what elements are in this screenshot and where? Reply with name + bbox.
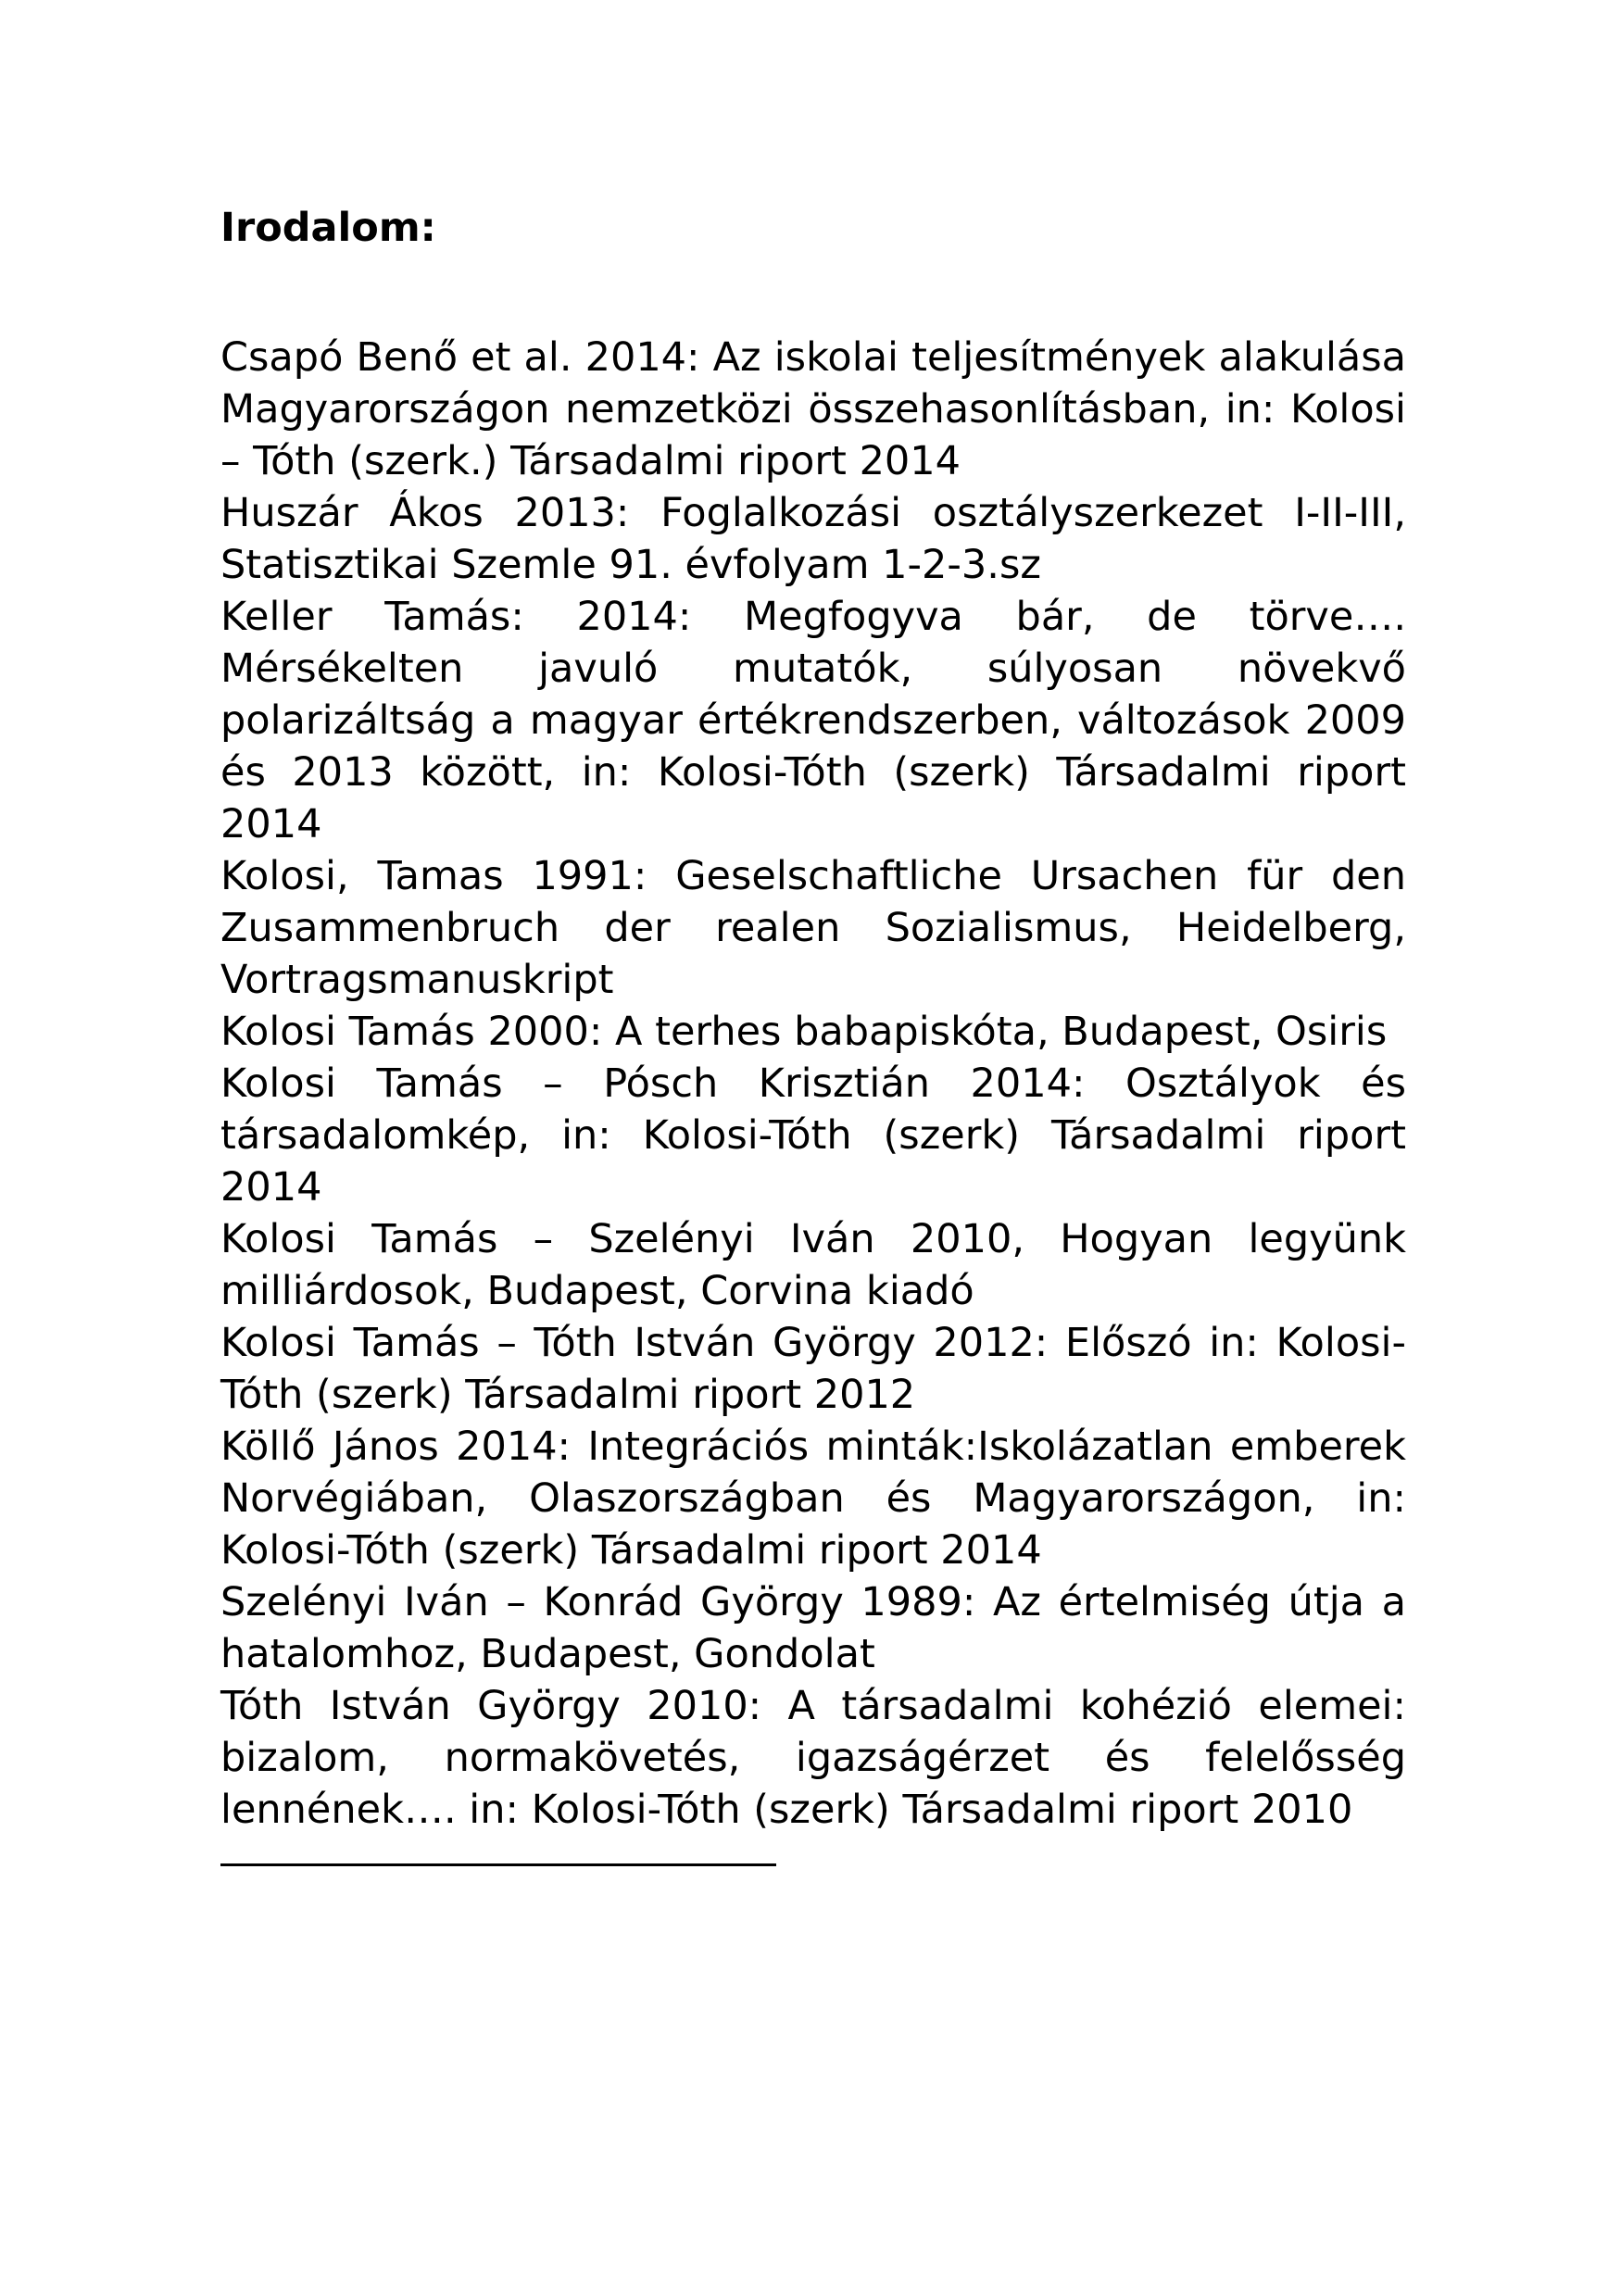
bibliography-entry: Kolosi Tamás 2000: A terhes babapiskóta, Budapest, Osiris [220,1009,1388,1055]
bibliography-entry: Köllő János 2014: Integrációs minták:Iskolázatlan emberek Norvégiában, Olaszországban és Magyarországon, in: Kolosi-Tóth (szerk) Társadalmi riport 2014 [220,1424,1406,1574]
bibliography-entry: Kolosi Tamás – Szelényi Iván 2010, Hogyan legyünk milliárdosok, Budapest, Corvina kiadó [220,1216,1406,1314]
bibliography-entry: Kolosi Tamás – Pósch Krisztián 2014: Osztályok és társadalomkép, in: Kolosi-Tóth (szerk) Társadalmi riport 2014 [220,1060,1406,1211]
bibliography-list [220,332,1406,1836]
document-page [220,202,1406,1866]
bibliography-entry: Kolosi, Tamas 1991: Geselschaftliche Ursachen für den Zusammenbruch der realen Sozialismus, Heidelberg, Vortragsmanuskript [220,853,1406,1003]
footnote-separator-line [220,1863,776,1866]
bibliography-entry: Tóth István György 2010: A társadalmi kohézió elemei: bizalom, normakövetés, igazságérzet és felelősség lennének…. in: Kolosi-Tóth (szerk) Társadalmi riport 2010 [220,1683,1406,1833]
bibliography-entry: Huszár Ákos 2013: Foglalkozási osztályszerkezet I-II-III, Statisztikai Szemle 91. évfolyam 1-2-3.sz [220,490,1406,588]
bibliography-entry: Kolosi Tamás – Tóth István György 2012: Előszó in: Kolosi-Tóth (szerk) Társadalmi riport 2012 [220,1320,1406,1418]
bibliography-entry: Szelényi Iván – Konrád György 1989: Az értelmiség útja a hatalomhoz, Budapest, Gondolat [220,1579,1406,1677]
bibliography-entry: Csapó Benő et al. 2014: Az iskolai teljesítmények alakulása Magyarországon nemzetközi összehasonlításban, in: Kolosi – Tóth (szerk.) Társadalmi riport 2014 [220,334,1406,484]
bibliography-entry: Keller Tamás: 2014: Megfogyva bár, de törve…. Mérsékelten javuló mutatók, súlyosan növekvő polarizáltság a magyar értékrendszerben, változások 2009 és 2013 között, in: Kolosi-Tóth (szerk) Társadalmi riport 2014 [220,594,1406,847]
section-heading: Irodalom: [220,205,436,251]
